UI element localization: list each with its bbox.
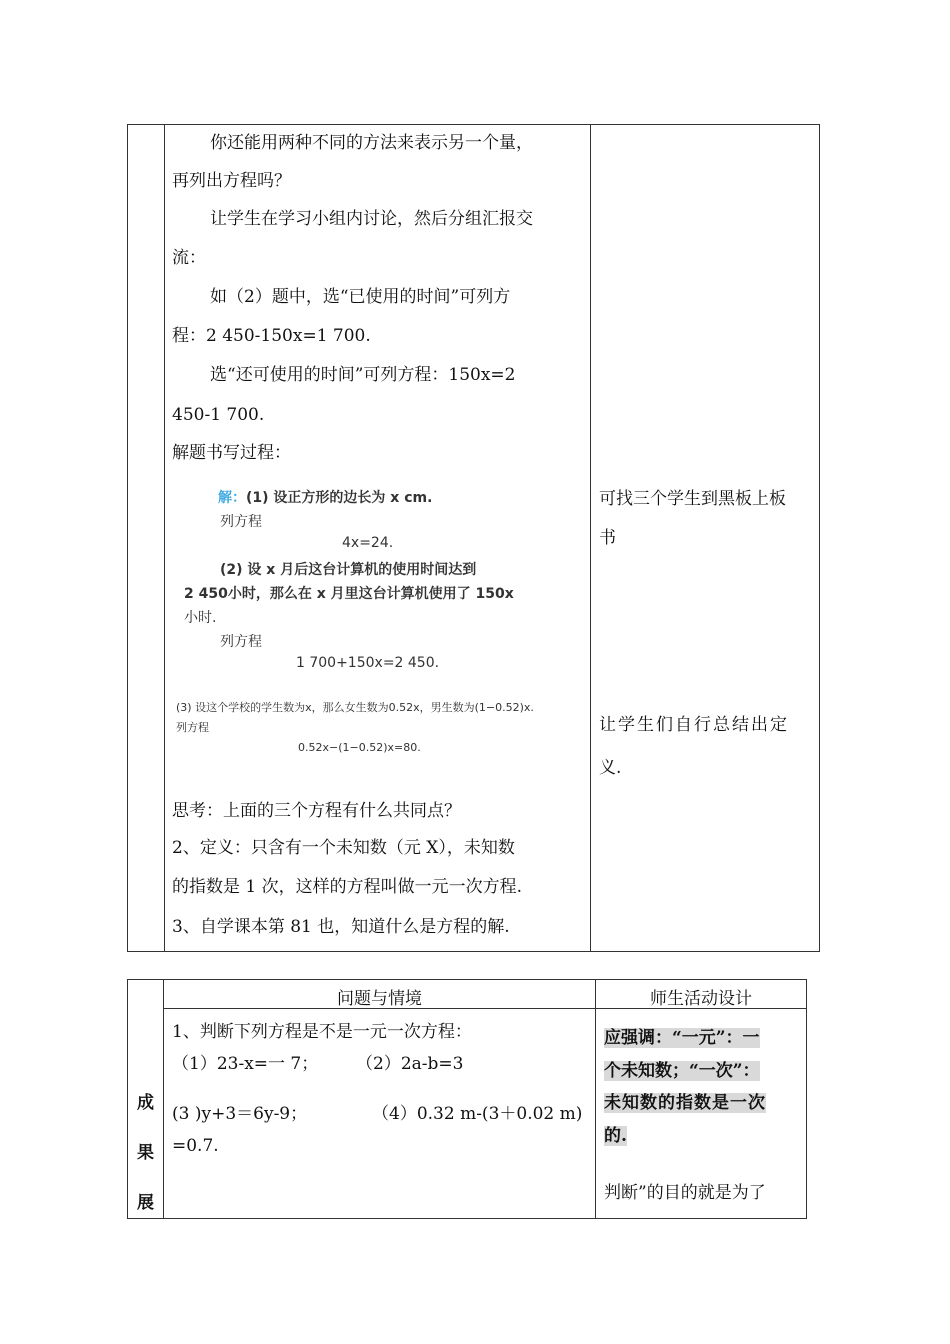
exercise-item: （4）0.32 m-(3＋0.02 m) bbox=[372, 1104, 583, 1124]
emphasis-text: 的. bbox=[604, 1126, 627, 1146]
table1-content-column bbox=[164, 125, 591, 951]
solution-image bbox=[170, 475, 584, 767]
solution-label: 解： bbox=[218, 490, 246, 506]
teacher-note: 义. bbox=[599, 758, 622, 778]
solution-line: 列方程 bbox=[176, 721, 209, 734]
emphasis-text: 未知数的指数是一次 bbox=[604, 1093, 766, 1113]
lesson-table-1 bbox=[127, 124, 820, 952]
paragraph: 的指数是 1 次，这样的方程叫做一元一次方程. bbox=[172, 877, 523, 897]
paragraph: 选“还可使用的时间”可列方程：150x=2 bbox=[210, 365, 516, 385]
paragraph: 再列出方程吗？ bbox=[172, 171, 291, 191]
paragraph: 程：2 450-150x=1 700. bbox=[172, 326, 371, 346]
lesson-table-2 bbox=[127, 979, 807, 1219]
paragraph: 让学生在学习小组内讨论，然后分组汇报交 bbox=[210, 209, 533, 229]
solution-equation: 4x=24. bbox=[342, 535, 394, 551]
paragraph: 2、定义：只含有一个未知数（元 X），未知数 bbox=[172, 838, 515, 858]
paragraph: 流： bbox=[172, 248, 206, 268]
teacher-note: 让学生们自行总结出定 bbox=[599, 715, 789, 735]
solution-line: 列方程 bbox=[220, 634, 262, 650]
paragraph: 3、自学课本第 81 也，知道什么是方程的解. bbox=[172, 917, 510, 937]
solution-equation: 0.52x−(1−0.52)x=80. bbox=[298, 741, 421, 754]
solution-line: 小时. bbox=[184, 610, 217, 626]
paragraph: 解题书写过程： bbox=[172, 443, 291, 463]
table1-side-column bbox=[128, 125, 165, 951]
paragraph: 450-1 700. bbox=[172, 405, 265, 425]
paragraph: 思考：上面的三个方程有什么共同点？ bbox=[172, 801, 461, 821]
side-label-char: 成 bbox=[137, 1093, 154, 1113]
solution-line: (1) 设正方形的边长为 x cm. bbox=[246, 490, 433, 506]
activity-note: 判断”的目的就是为了 bbox=[604, 1183, 766, 1203]
column-divider bbox=[163, 980, 164, 1218]
exercise-item: （1）23-x=一 7； bbox=[172, 1054, 319, 1074]
side-label-char: 果 bbox=[137, 1143, 154, 1163]
teacher-note: 书 bbox=[599, 528, 616, 548]
exercise-line: 1、判断下列方程是不是一元一次方程： bbox=[172, 1022, 472, 1042]
emphasis-text: 应强调：“一元”：一 bbox=[604, 1028, 760, 1048]
exercise-item: (3 )y+3＝6y-9； bbox=[172, 1104, 308, 1124]
paragraph: 你还能用两种不同的方法来表示另一个量， bbox=[210, 133, 533, 153]
solution-line: (3) 设这个学校的学生数为x，那么女生数为0.52x，男生数为(1−0.52)x. bbox=[176, 701, 534, 714]
teacher-note: 可找三个学生到黑板上板 bbox=[599, 489, 786, 509]
side-label-char: 展 bbox=[137, 1193, 154, 1213]
paragraph: 如（2）题中，选“已使用的时间”可列方 bbox=[210, 287, 511, 307]
emphasis-text: 个未知数；“一次”： bbox=[604, 1061, 760, 1081]
exercise-item: （2）2a-b=3 bbox=[356, 1054, 464, 1074]
solution-line: (2) 设 x 月后这台计算机的使用时间达到 bbox=[220, 562, 477, 578]
exercise-item: =0.7. bbox=[172, 1136, 219, 1156]
column-header-activity: 师生活动设计 bbox=[650, 989, 752, 1009]
solution-equation: 1 700+150x=2 450. bbox=[296, 655, 440, 671]
solution-line: 列方程 bbox=[220, 514, 262, 530]
table1-notes-column bbox=[591, 125, 819, 951]
column-header-problem: 问题与情境 bbox=[337, 989, 422, 1009]
column-divider bbox=[595, 980, 596, 1218]
solution-line: 2 450小时，那么在 x 月里这台计算机使用了 150x bbox=[184, 586, 514, 602]
